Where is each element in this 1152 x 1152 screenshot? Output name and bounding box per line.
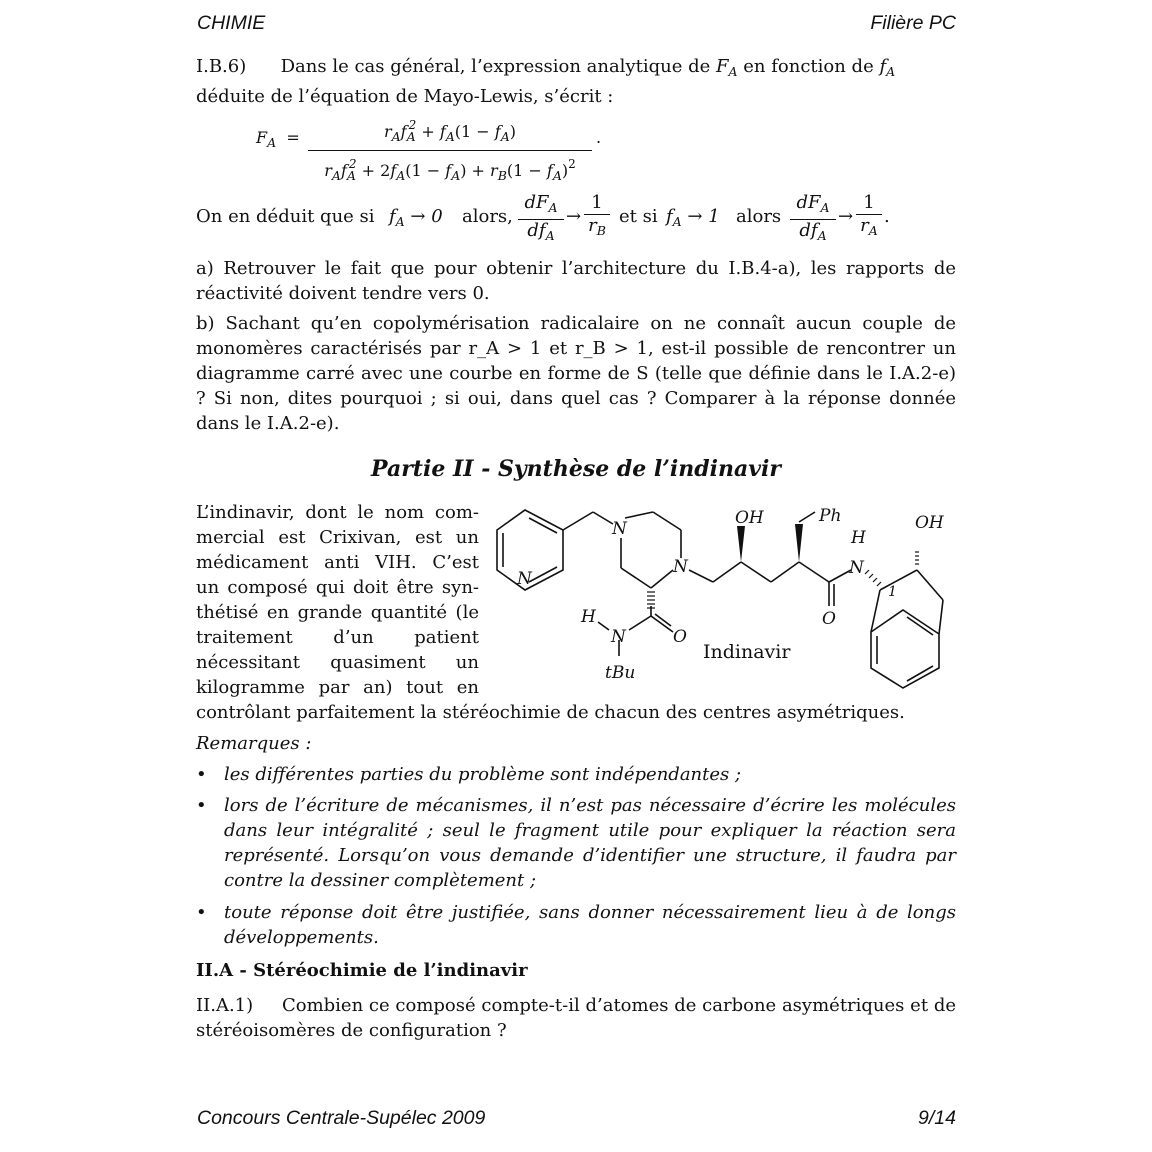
atom-label: N bbox=[849, 558, 864, 578]
indinavir-intro-continued: contrôlant parfaitement la stéréochimie de chacun des centres asymétriques. bbox=[196, 702, 905, 723]
atom-label: Ph bbox=[819, 506, 842, 526]
indinavir-intro: L’indinavir, dont le nom com- mercial est Crixivan, est un médicament anti VIH. C’est un composé qui doit être syn- thétisé en grande quantité (le traitement d’un patient nécessitant quasiment un kilogramme par an) tout en bbox=[196, 502, 479, 698]
remarks-title: Remarques : bbox=[196, 733, 312, 754]
remark-item: • les différentes parties du problème sont indépendantes ; bbox=[196, 764, 742, 785]
footer-exam: Concours Centrale-Supélec 2009 bbox=[197, 1107, 486, 1129]
atom-label: OH bbox=[735, 508, 764, 528]
footer-page-number: 9/14 bbox=[918, 1107, 956, 1129]
atom-label: N bbox=[517, 569, 532, 589]
stereo-wedge-benzyl bbox=[795, 524, 803, 562]
atom-label: N bbox=[611, 627, 626, 647]
question-ib6-b: b) Sachant qu’en copolymérisation radicalaire on ne connaît aucun couple de monomères caractérisés par r_A > 1 et r_B > 1, est-il possible de rencontrer un diagramme carré avec une courbe en forme de S (telle que définie dans le I.A.2-e) ? Si non, dites pourquoi ; si oui, dans quel cas ? Comparer à la réponse donnée dans le I.A.2-e). bbox=[196, 313, 956, 434]
question-ib6-a: a) Retrouver le fait que pour obtenir l’architecture du I.B.4-a), les rapports de réactivité doivent tendre vers 0. bbox=[196, 258, 956, 304]
page: CHIMIE Filière PC I.B.6) Dans le cas général, l’expression analytique de $F_A$ en fonction de $f_A$ déduite de l’équation de Mayo-Lewis, s’écrit : $F_A$ = $r_Af_A^2 + f_A(1 - f_A)$ $r_Af_A^2 + 2f_A(1 - f_A) + r_B(1 - f_A)^2$ . On en déduit que si $f_A \to 0$ alors, $dF_A$ $df_A$ → 1 $r_B$ et si $f_A \to 1$ alors $dF_A$ $df_A$ → 1 $r_A$ . a) Retrouver le fait que pour obtenir l’architecture du I.B.4-a), les rapports de réactivité doivent tendre vers 0. b) Sachant qu’en copolymérisation radicalaire on ne connaît aucun couple de monomères caractérisés par r_A > 1 et r_B > 1, est-il possible de rencontrer un diagramme carré avec une courbe en forme de S (telle que définie dans le I.A.2-e) ? Si non, dites pourquoi ; si oui, dans quel cas ? Comparer à la réponse donnée dans le I.A.2-e). Partie II - Synthèse de l’indinavir L’indinavir, dont le nom com- mercial est Crixivan, est un médicament anti VIH. C’est un composé qui doit être syn- thétisé en grande quantité (le traitement d’un patient nécessitant quasiment un kilogramme par an) tout en contrôlant parfaitement la stéréochimie de chacun des centres asymétriques. N N N OH Ph H N OH O 1 H N O tBu Indinavir Remarques : • les différentes parties du problème sont indépendantes ; • lors de l’écriture de mécanismes, il n’est pas nécessaire d’écrire les molécules dans leur intégralité ; seul le fragment utile pour expliquer la réaction sera représenté. Lorsqu’on vous demande d’identifier une structure, il faudra par contre la dessiner complètement ; • toute réponse doit être justifiée, sans donner nécessairement lieu à de longs développements. II.A - Stéréochimie de l’indinavir II.A.1) Combien ce composé compte-t-il d’atomes de carbone asymétriques et de stéréoisomères de configuration ? Concours Centrale-Supélec 2009 9/14 bbox=[196, 12, 956, 1129]
remark-item: • lors de l’écriture de mécanismes, il n’est pas nécessaire d’écrire les molécules dans leur intégralité ; seul le fragment utile pour expliquer la réaction sera représenté. Lorsqu’on vous demande d’identifier une structure, il faudra par contre la dessiner complètement ; bbox=[196, 795, 956, 891]
atom-label: N bbox=[673, 557, 688, 577]
part-title: Partie II - Synthèse de l’indinavir bbox=[371, 456, 781, 482]
stereo-wedge-oh bbox=[737, 526, 745, 562]
section-title: II.A - Stéréochimie de l’indinavir bbox=[196, 960, 528, 981]
question-number: I.B.6) bbox=[196, 56, 247, 77]
question-ib6-intro: I.B.6) Dans le cas général, l’expression analytique de $F_A$ en fonction de $f_A$ déduite de l’équation de Mayo-Lewis, s’écrit : bbox=[196, 56, 896, 107]
question-number: II.A.1) bbox=[196, 995, 254, 1016]
structure-label: Indinavir bbox=[703, 641, 791, 663]
header-subject: CHIMIE bbox=[197, 12, 266, 34]
atom-label: O bbox=[822, 609, 836, 629]
atom-label: H bbox=[581, 607, 596, 627]
question-iia1: II.A.1) Combien ce composé compte-t-il d’atomes de carbone asymétriques et de stéréoisomères de configuration ? bbox=[196, 995, 956, 1041]
atom-label: N bbox=[612, 519, 627, 539]
atom-label: H bbox=[851, 528, 866, 548]
remark-item: • toute réponse doit être justifiée, sans donner nécessairement lieu à de longs développements. bbox=[196, 902, 956, 948]
header-track: Filière PC bbox=[870, 12, 956, 34]
atom-label: OH bbox=[915, 513, 944, 533]
atom-label: tBu bbox=[605, 663, 636, 683]
atom-label: O bbox=[673, 627, 687, 647]
atom-label: 1 bbox=[888, 584, 897, 600]
indinavir-structure bbox=[485, 498, 955, 698]
